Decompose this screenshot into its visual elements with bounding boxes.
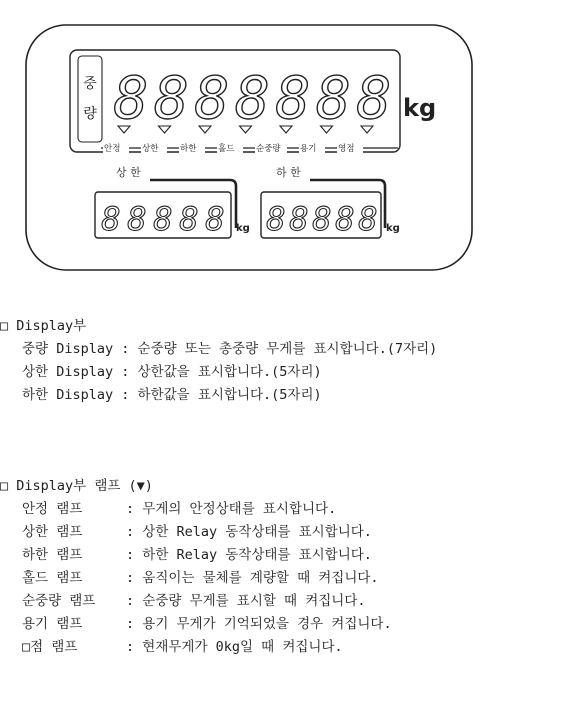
lamp-row-sep: :: [126, 524, 135, 540]
weight-digit: 8: [154, 64, 189, 132]
lamp-row-sep: :: [126, 501, 135, 517]
weight-digit: 8: [235, 64, 270, 132]
limit-digit: 8: [335, 200, 355, 238]
lamp-row-name: 하한 램프: [22, 547, 83, 563]
display-row: [0, 384, 437, 407]
limit-digit: 8: [205, 200, 225, 238]
lamp-label: 하한: [180, 144, 197, 154]
limit-digit: 8: [179, 200, 199, 238]
lamp-row-name: 순중량 램프: [22, 593, 96, 609]
lamp-row-desc: 하한 Relay 동작상태를 표시합니다.: [142, 547, 372, 563]
front-panel-diagram: [0, 0, 571, 290]
limit-digit: 8: [358, 200, 378, 238]
section-lamps: [0, 475, 392, 659]
lamp-row: [0, 544, 392, 567]
lamp-row-sep: :: [126, 570, 135, 586]
lamp-row-desc: 무게의 안정상태를 표시합니다.: [142, 501, 337, 517]
weight-label-box: [78, 56, 102, 142]
limit-digit: 8: [312, 200, 332, 238]
lamp-label: 상한: [142, 144, 159, 154]
upper-limit-label: 상 한: [116, 166, 141, 179]
display-row-name: 중량 Display: [22, 341, 114, 357]
lamp-label: 안정: [104, 144, 121, 154]
display-row-sep: :: [121, 364, 130, 380]
lamp-label: 순중량: [256, 144, 281, 154]
lamp-row-desc: 순중량 무게를 표시할 때 켜집니다.: [142, 593, 366, 609]
lamp-row: [0, 521, 392, 544]
lamp-row-name: 안정 램프: [22, 501, 83, 517]
lamp-row-sep: :: [126, 547, 135, 563]
lower-limit-bracket: [379, 180, 385, 228]
lamp-row-sep: :: [126, 593, 135, 609]
limit-digit: 8: [127, 200, 147, 238]
display-row-name: 하한 Display: [22, 387, 114, 403]
lamp-row-name: □점 램프: [22, 639, 78, 655]
weight-digit: 8: [194, 64, 230, 132]
display-row-name: 상한 Display: [22, 364, 114, 380]
limit-digit: 8: [101, 200, 121, 238]
lamp-row: [0, 590, 392, 613]
lamp-row: [0, 498, 392, 521]
weight-digit: 8: [316, 64, 351, 132]
lamp-row-name: 상한 램프: [22, 524, 83, 540]
limit-digit: 8: [266, 200, 286, 238]
display-row-desc: 순중량 또는 총중량 무게를 표시합니다.(7자리): [137, 341, 438, 357]
weight-label-2: 량: [83, 106, 97, 122]
display-row: [0, 361, 437, 384]
display-row-desc: 상한값을 표시합니다.(5자리): [137, 364, 322, 380]
weight-digit: 8: [356, 64, 392, 132]
section-display-title: □ Display부: [0, 318, 87, 334]
upper-digits: [101, 200, 224, 238]
display-row-sep: :: [121, 341, 130, 357]
lamp-label: 영점: [338, 144, 355, 154]
lower-limit-label: 하 한: [276, 166, 301, 179]
lamp-row-sep: :: [126, 639, 135, 655]
lamp-label: 용기: [300, 144, 317, 154]
lamp-row: [0, 636, 392, 659]
lamp-row-name: 홀드 램프: [22, 570, 83, 586]
limit-digit: 8: [153, 200, 173, 238]
lamp-row-desc: 상한 Relay 동작상태를 표시합니다.: [142, 524, 372, 540]
lamp-row-desc: 현재무게가 0kg일 때 켜집니다.: [142, 639, 343, 655]
lamp-row: [0, 567, 392, 590]
display-row-sep: :: [121, 387, 130, 403]
lamp-label: 홀드: [218, 144, 235, 154]
display-row: [0, 338, 437, 361]
lower-digits: [266, 200, 377, 238]
weight-unit: kg: [403, 94, 437, 122]
lower-limit-unit: kg: [386, 223, 400, 234]
lamp-row: [0, 613, 392, 636]
lamp-row-sep: :: [126, 616, 135, 632]
upper-limit-unit: kg: [236, 223, 250, 234]
weight-label: 중: [83, 76, 97, 92]
lamp-row-name: 용기 램프: [22, 616, 83, 632]
section-lamps-title: □ Display부 램프 (▼): [0, 478, 153, 494]
limit-digit: 8: [289, 200, 309, 238]
section-display: [0, 315, 437, 407]
weight-digits: [114, 64, 392, 132]
lamp-row-desc: 용기 무게가 기억되었을 경우 켜집니다.: [142, 616, 392, 632]
display-row-desc: 하한값을 표시합니다.(5자리): [137, 387, 322, 403]
weight-digit: 8: [113, 64, 149, 132]
weight-digit: 8: [275, 64, 311, 132]
lamp-row-desc: 움직이는 물체를 계량할 때 켜집니다.: [142, 570, 379, 586]
